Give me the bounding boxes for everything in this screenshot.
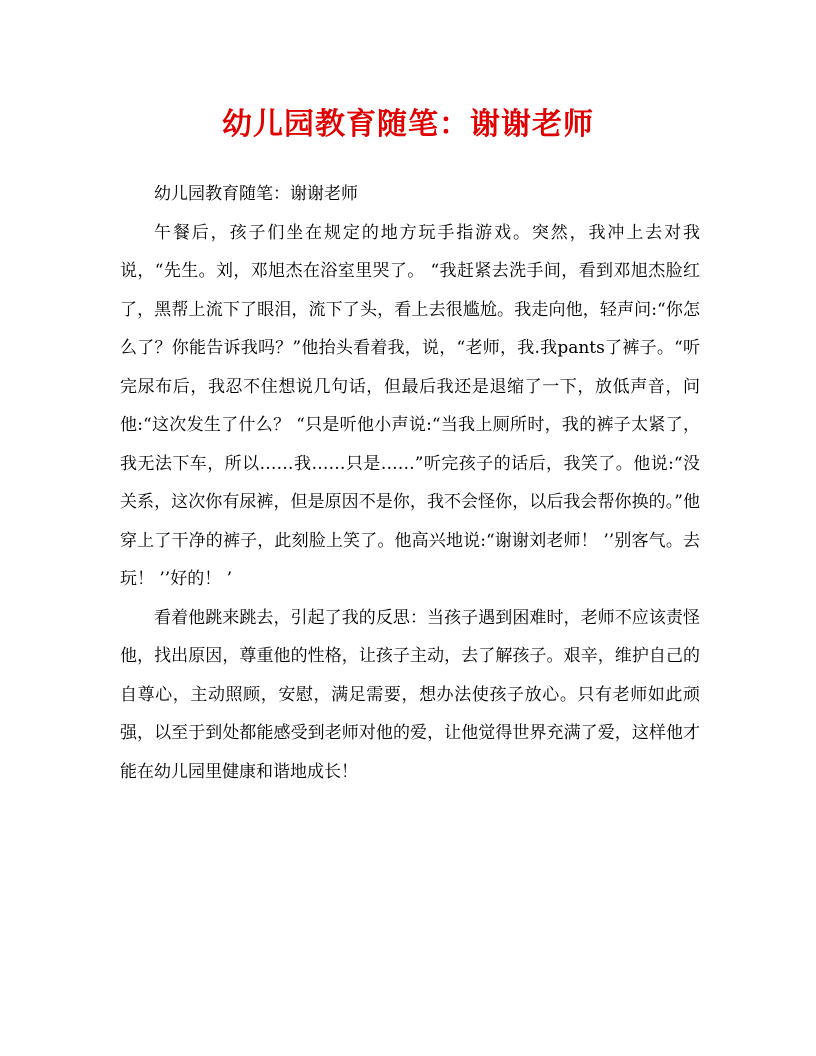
- paragraph-2: 看着他跳来跳去，引起了我的反思：当孩子遇到困难时，老师不应该责怪他，找出原因，尊重他的性格，让孩子主动，去了解孩子。艰辛，维护自己的自尊心，主动照顾，安慰，满足需要，想办法使孩子放心。只有老师如此顽强，以至于到处都能感受到老师对他的爱，让他觉得世界充满了爱，这样他才能在幼儿园里健康和谐地成长！: [120, 607, 700, 782]
- document-body: [120, 175, 700, 791]
- document-title: 幼儿园教育随笔：谢谢老师: [222, 107, 594, 142]
- paragraph-1: 午餐后，孩子们坐在规定的地方玩手指游戏。突然，我冲上去对我说，“先生。刘，邓旭杰在浴室里哭了。 “我赶紧去洗手间，看到邓旭杰脸红了，黑帮上流下了眼泪，流下了头，看上去很尴尬。我走向他，轻声问:“你怎么了？你能告诉我吗？”他抬头看着我，说，“老师，我.我pants了裤子。“听完尿布后，我忍不住想说几句话，但最后我还是退缩了一下，放低声音，问他:“这次发生了什么？ “只是听他小声说:“当我上厕所时，我的裤子太紧了，我无法下车，所以……我……只是……”听完孩子的话后，我笑了。他说:“没关系，这次你有尿裤，但是原因不是你，我不会怪你，以后我会帮你换的。”他穿上了干净的裤子，此刻脸上笑了。他高兴地说:“谢谢刘老师！ ’’别客气。去玩！ ’’好的！ ’: [120, 222, 700, 589]
- document-subtitle: 幼儿园教育随笔：谢谢老师: [154, 184, 358, 204]
